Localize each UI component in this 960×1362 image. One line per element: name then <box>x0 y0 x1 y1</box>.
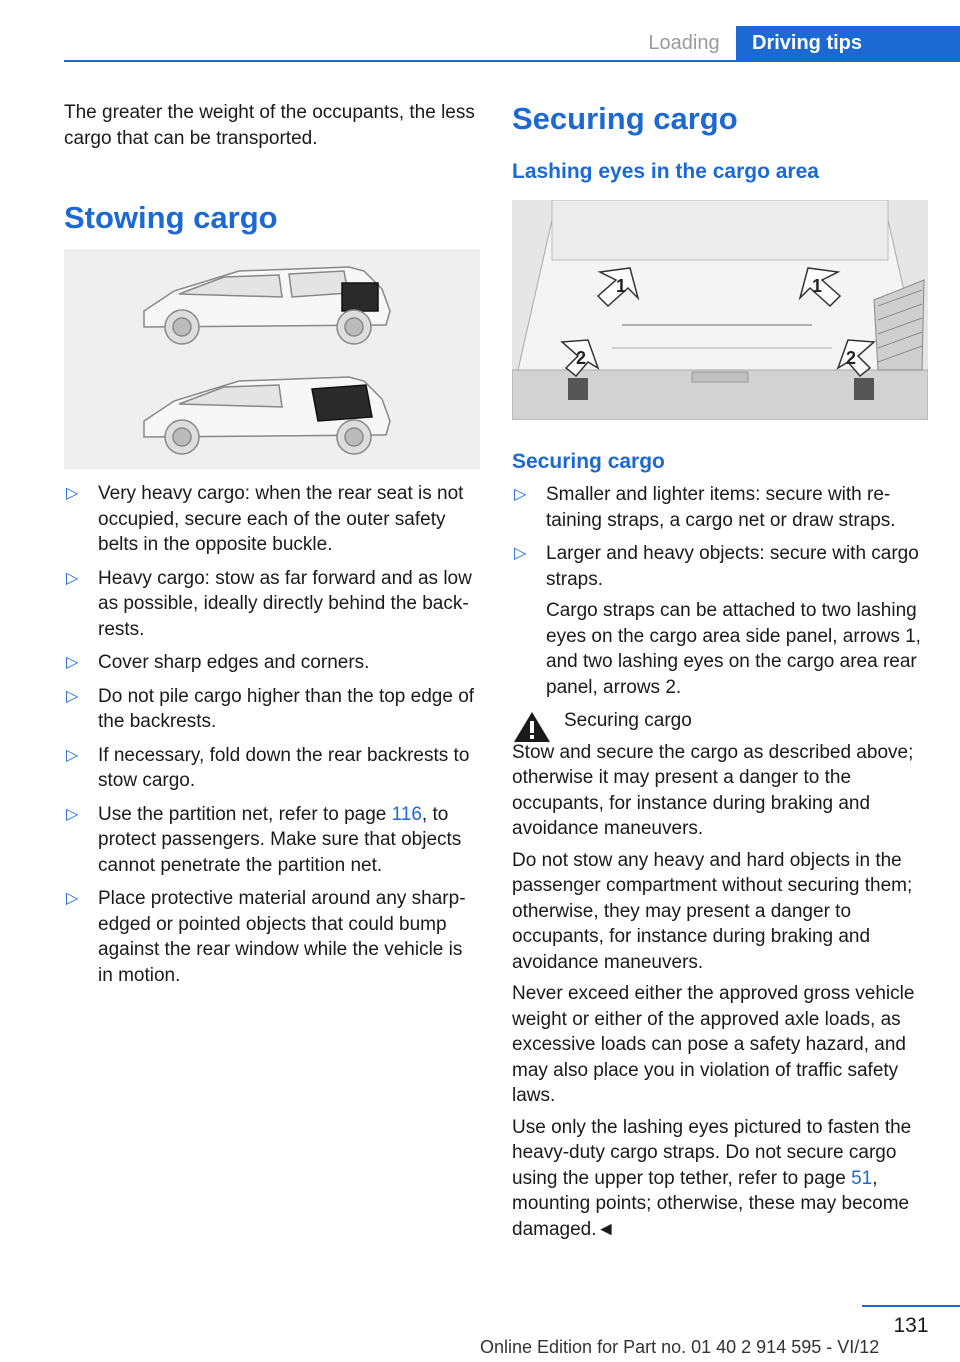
warning-title: Securing cargo <box>564 710 692 731</box>
list-item: ▷ Very heavy cargo: when the rear seat is not occupied, secure each of the outer safety belts in the opposite buckle. <box>66 483 464 555</box>
triangle-bullet-icon: ▷ <box>66 805 79 823</box>
warning-paragraph: Do not stow any heavy and hard objects in the passenger compartment without securing them; otherwise, they may present a danger to occupants, for instance during braking and avoidance maneuvers. <box>512 849 913 973</box>
arrow-label: 1 <box>812 276 823 296</box>
stowing-cargo-figure <box>64 249 480 469</box>
intro-text: The greater the weight of the occupants, the less cargo that can be transported. <box>64 102 475 149</box>
triangle-bullet-icon: ▷ <box>514 545 527 562</box>
stowing-bullet-list <box>64 481 482 988</box>
list-item-continuation: Cargo straps can be attached to two lashing eyes on the cargo area side panel, arrows 1, and two lashing eyes on the cargo area rear panel, arrows 2. <box>546 600 921 698</box>
list-item: ▷ Cover sharp edges and corners. <box>64 650 482 676</box>
securing-bullet-list <box>512 482 930 700</box>
arrow-label: 2 <box>846 348 857 368</box>
triangle-bullet-icon: ▷ <box>66 654 79 671</box>
triangle-bullet-icon: ▷ <box>66 485 79 502</box>
list-item: ▷ Larger and heavy objects: secure with cargo straps. Cargo straps can be attached to two lashing eyes on the cargo area side panel, arrows 1, and two lashing eyes on the cargo area rear panel, arrows 2. <box>512 541 930 700</box>
cargo-area-figure <box>512 200 928 420</box>
list-item: ▷ Smaller and lighter items: secure with re-taining straps, a cargo net or draw straps. <box>514 484 896 531</box>
triangle-bullet-icon: ▷ <box>66 569 79 587</box>
list-item: ▷ Do not pile cargo higher than the top edge of the backrests. <box>66 685 475 732</box>
list-item: ▷ Heavy cargo: stow as far forward and as low as possible, ideally directly behind the back-rests. <box>66 567 472 640</box>
triangle-bullet-icon: ▷ <box>66 687 79 705</box>
list-item: ▷ Use the partition net, refer to page 116, to protect passengers. Make sure that objects cannot penetrate the partition net. <box>66 803 462 876</box>
list-item: ▷ If necessary, fold down the rear backrests to stow cargo. <box>66 744 470 791</box>
triangle-bullet-icon: ▷ <box>514 486 527 503</box>
header-rule <box>64 60 960 62</box>
securing-cargo-heading: Securing cargo <box>512 101 738 136</box>
header-section-loading: Loading <box>648 32 720 54</box>
page-reference-link[interactable]: 116 <box>391 803 422 825</box>
triangle-bullet-icon: ▷ <box>66 746 79 764</box>
car-bottom-illustration <box>144 377 390 454</box>
lashing-eyes-subheading: Lashing eyes in the cargo area <box>512 160 819 183</box>
warning-paragraph: Use only the lashing eyes pictured to fasten the heavy-duty cargo straps. Do not secure cargo using the upper top tether, refer to page 51, mounting points; otherwise, these may become damaged.◄ <box>512 1116 912 1240</box>
left-column <box>64 100 482 996</box>
arrow-label: 1 <box>616 276 627 296</box>
warning-paragraph: Stow and secure the cargo as described above; otherwise it may present a danger to the occupants, for instance during braking and avoidance maneuvers. <box>512 741 914 839</box>
right-column <box>512 100 930 1248</box>
cargo-area-illustration <box>512 200 928 420</box>
warning-triangle-icon <box>512 710 552 744</box>
securing-cargo-subheading: Securing cargo <box>512 450 665 473</box>
footer-rule <box>862 1305 960 1307</box>
list-item: ▷ Place protective material around any sharp-edged or pointed objects that could bump against the rear window while the vehicle is in motion. <box>66 888 466 986</box>
warning-block <box>512 708 930 1242</box>
car-top-illustration <box>144 267 390 344</box>
triangle-bullet-icon: ▷ <box>66 890 79 907</box>
header-section-driving-tips: Driving tips <box>736 26 960 62</box>
page-number: 131 <box>893 1314 929 1337</box>
arrow-label: 2 <box>576 348 587 368</box>
warning-paragraph: Never exceed either the approved gross vehicle weight or either of the approved axle loads, as excessive loads can pose a safety hazard, and may also place you in violation of traffic safety laws. <box>512 983 915 1106</box>
page-reference-link[interactable]: 51 <box>851 1167 873 1189</box>
stowing-cargo-heading: Stowing cargo <box>64 200 278 235</box>
car-side-illustration <box>64 249 480 469</box>
edition-text: Online Edition for Part no. 01 40 2 914 595 - VI/12 <box>480 1337 880 1357</box>
